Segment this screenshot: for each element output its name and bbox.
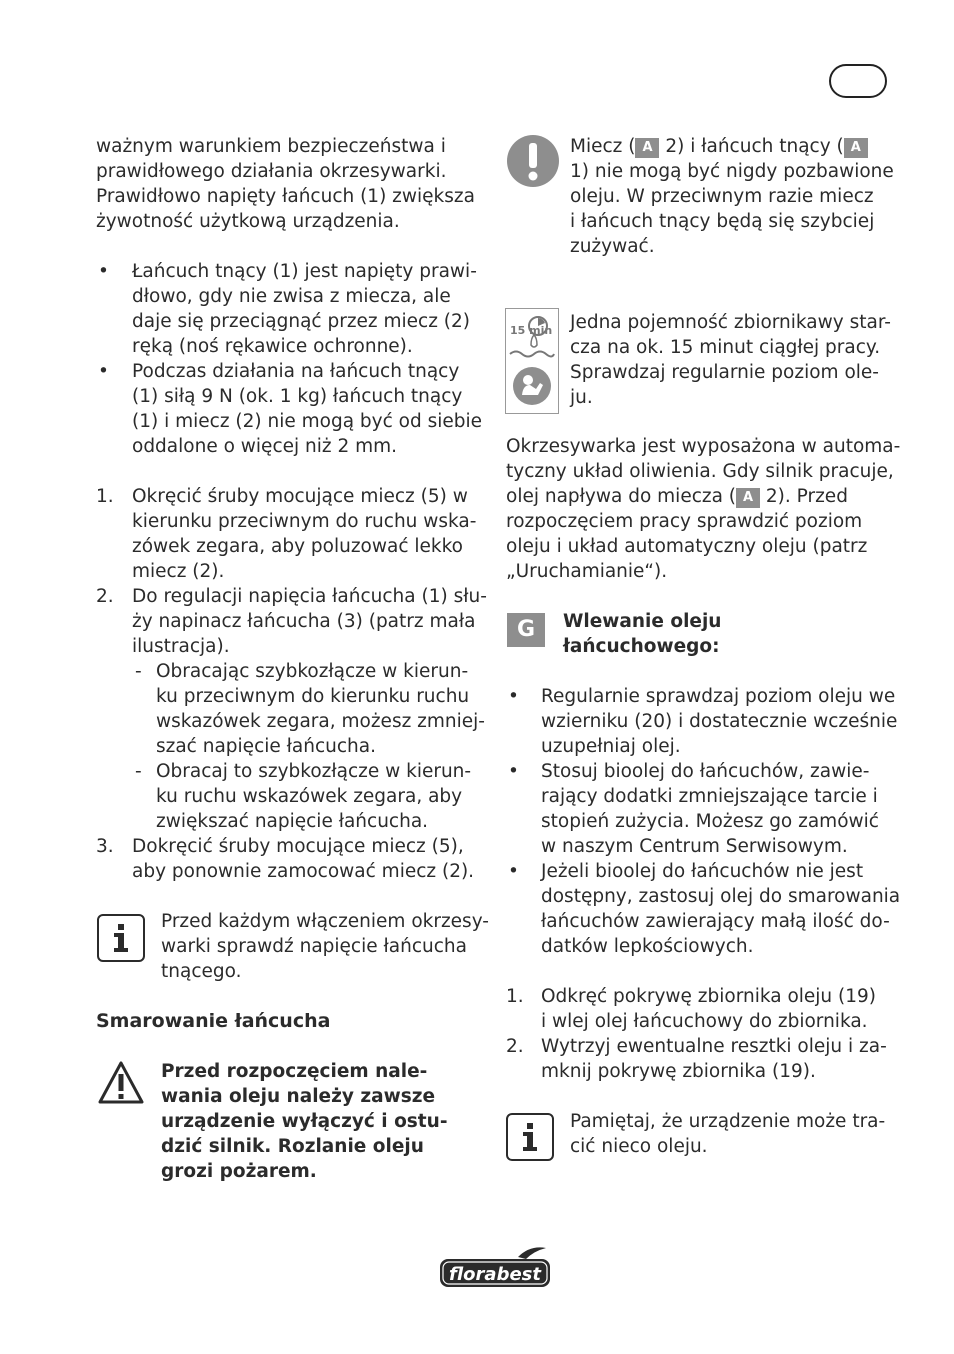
- bullet-line: uzupełniaj olej.: [541, 736, 681, 757]
- bullet-marker: •: [508, 761, 519, 782]
- substep-line: szać napięcie łańcucha.: [156, 736, 376, 757]
- step-line: ilustracja).: [132, 636, 230, 657]
- bullet-marker: •: [508, 861, 519, 882]
- step-line: Odkręć pokrywę zbiornika oleju (19): [541, 986, 877, 1007]
- bullet-marker: •: [508, 686, 519, 707]
- auto-oil-line: „Uruchamianie“).: [506, 561, 668, 582]
- note-line: tnącego.: [161, 961, 242, 982]
- step-line: Wytrzyj ewentualne resztki oleju i za-: [541, 1036, 887, 1057]
- bullet-line: oddalone o więcej niż 2 mm.: [132, 436, 398, 457]
- step-number: 1.: [96, 486, 114, 507]
- note-line: Pamiętaj, że urządzenie może tra-: [570, 1111, 886, 1132]
- step-line: Do regulacji napięcia łańcucha (1) słu-: [132, 586, 487, 607]
- auto-oil-text: olej napływa do miecza (: [506, 486, 737, 507]
- substep-line: wskazówek zegara, możesz zmniej-: [156, 711, 485, 732]
- substep-line: ku ruchu wskazówek zegara, aby: [156, 786, 463, 807]
- note-line: warki sprawdź napięcie łańcucha: [161, 936, 467, 957]
- florabest-logo: [438, 1245, 552, 1294]
- auto-oil-line: oleju i układ automatyczny oleju (patrz: [506, 536, 868, 557]
- section-title: Smarowanie łańcucha: [96, 1010, 331, 1032]
- caution-text: Miecz (: [570, 136, 636, 157]
- bullet-line: ręką (noś rękawice ochronne).: [132, 336, 413, 357]
- intro-line: żywotność użytkową urządzenia.: [96, 211, 400, 232]
- bullet-line: rający dodatki zmniejszające tarcie i: [541, 786, 878, 807]
- bullet-line: Łańcuch tnący (1) jest napięty prawi-: [132, 261, 477, 282]
- step-line: miecz (2).: [132, 561, 225, 582]
- warning-triangle-icon: [97, 1060, 145, 1111]
- step-line: mknij pokrywę zbiornika (19).: [541, 1061, 816, 1082]
- tank-note-line: cza na ok. 15 minut ciągłej pracy.: [570, 337, 881, 358]
- figure-ref-a: A: [844, 138, 868, 158]
- step-number: 1.: [506, 986, 524, 1007]
- step-line: Dokręcić śruby mocujące miecz (5),: [132, 836, 464, 857]
- auto-oil-text: 2). Przed: [760, 486, 848, 507]
- tank-note-line: Sprawdzaj regularnie poziom ole-: [570, 362, 879, 383]
- info-icon: [97, 914, 145, 962]
- substep-line: Obracając szybkozłącze w kierun-: [156, 661, 469, 682]
- caution-icon: [506, 134, 560, 193]
- intro-line: prawidłowego działania okrzesywarki.: [96, 161, 447, 182]
- bullet-line: dłowo, gdy nie zwisa z miecza, ale: [132, 286, 451, 307]
- caution-line: 1) nie mogą być nigdy pozbawione: [570, 161, 894, 182]
- step-line: kierunku przeciwnym do ruchu wska-: [132, 511, 477, 532]
- bullet-line: stopień zużycia. Możesz go zamówić: [541, 811, 879, 832]
- note-line: Przed każdym włączeniem okrzesy-: [161, 911, 489, 932]
- auto-oil-line: [506, 484, 848, 509]
- warning-line: wania oleju należy zawsze: [161, 1086, 436, 1107]
- bullet-marker: •: [98, 361, 109, 382]
- bullet-line: Jeżeli bioolej do łańcuchów nie jest: [541, 861, 864, 882]
- tank-icon-label: 15 min: [510, 324, 553, 337]
- step-number: 2.: [96, 586, 114, 607]
- warning-line: Przed rozpoczęciem nale-: [161, 1061, 428, 1082]
- caution-line: zużywać.: [570, 236, 655, 257]
- substep-line: ku przeciwnym do kierunku ruchu: [156, 686, 470, 707]
- bullet-line: dostępny, zastosuj olej do smarowania: [541, 886, 901, 907]
- logo-text: florabest: [449, 1264, 541, 1285]
- bullet-line: (1) siłą 9 N (ok. 1 kg) łańcuch tnący: [132, 386, 463, 407]
- intro-line: ważnym warunkiem bezpieczeństwa i: [96, 136, 446, 157]
- auto-oil-line: Okrzesywarka jest wyposażona w automa-: [506, 436, 901, 457]
- bullet-line: Stosuj bioolej do łańcuchów, zawie-: [541, 761, 870, 782]
- caution-line: i łańcuch tnący będą się szybciej: [570, 211, 875, 232]
- figure-ref-a: A: [635, 138, 659, 158]
- auto-oil-line: tyczny układ oliwienia. Gdy silnik pracuje,: [506, 461, 894, 482]
- tank-note-line: ju.: [570, 387, 593, 408]
- step-number: 3.: [96, 836, 114, 857]
- caution-line: [570, 134, 868, 159]
- bullet-line: daje się przeciągnąć przez miecz (2): [132, 311, 471, 332]
- substep-marker: -: [135, 761, 142, 782]
- step-line: zówek zegara, aby poluzować lekko: [132, 536, 464, 557]
- bullet-line: Regularnie sprawdzaj poziom oleju we: [541, 686, 896, 707]
- tank-note-line: Jedna pojemność zbiornikawy star-: [570, 312, 891, 333]
- step-line: ży napinacz łańcucha (3) (patrz mała: [132, 611, 476, 632]
- substep-marker: -: [135, 661, 142, 682]
- bullet-line: (1) i miecz (2) nie mogą być od siebie: [132, 411, 483, 432]
- bullet-line: łańcuchów zawierający małą ilość do-: [541, 911, 890, 932]
- warning-line: grozi pożarem.: [161, 1161, 317, 1182]
- step-line: i wlej olej łańcuchowy do zbiornika.: [541, 1011, 868, 1032]
- caution-text: 2) i łańcuch tnący (: [659, 136, 844, 157]
- info-icon: [506, 1113, 554, 1161]
- bullet-marker: •: [98, 261, 109, 282]
- step-line: aby ponownie zamocować miecz (2).: [132, 861, 475, 882]
- step-number: 2.: [506, 1036, 524, 1057]
- substep-line: Obracaj to szybkozłącze w kierun-: [156, 761, 472, 782]
- note-line: cić nieco oleju.: [570, 1136, 708, 1157]
- bullet-line: w naszym Centrum Serwisowym.: [541, 836, 848, 857]
- warning-line: urządzenie wyłączyć i ostu-: [161, 1111, 448, 1132]
- bullet-line: wzierniku (20) i dostatecznie wcześnie: [541, 711, 898, 732]
- figure-ref-a: A: [736, 488, 760, 508]
- warning-line: dzić silnik. Rozlanie oleju: [161, 1136, 424, 1157]
- auto-oil-line: rozpoczęciem pracy sprawdzić poziom: [506, 511, 863, 532]
- language-badge: [829, 64, 887, 98]
- bullet-line: datków lepkościowych.: [541, 936, 754, 957]
- bullet-line: Podczas działania na łańcuch tnący: [132, 361, 460, 382]
- figure-ref-g: G: [507, 613, 545, 647]
- caution-line: oleju. W przeciwnym razie miecz: [570, 186, 874, 207]
- step-line: Okręcić śruby mocujące miecz (5) w: [132, 486, 468, 507]
- substep-line: zwiększać napięcie łańcucha.: [156, 811, 429, 832]
- oil-section-title: Wlewanie oleju: [563, 611, 722, 632]
- oil-section-title: łańcuchowego:: [563, 636, 720, 657]
- tank-duration-icon: [505, 308, 559, 414]
- intro-line: Prawidłowo napięty łańcuch (1) zwiększa: [96, 186, 475, 207]
